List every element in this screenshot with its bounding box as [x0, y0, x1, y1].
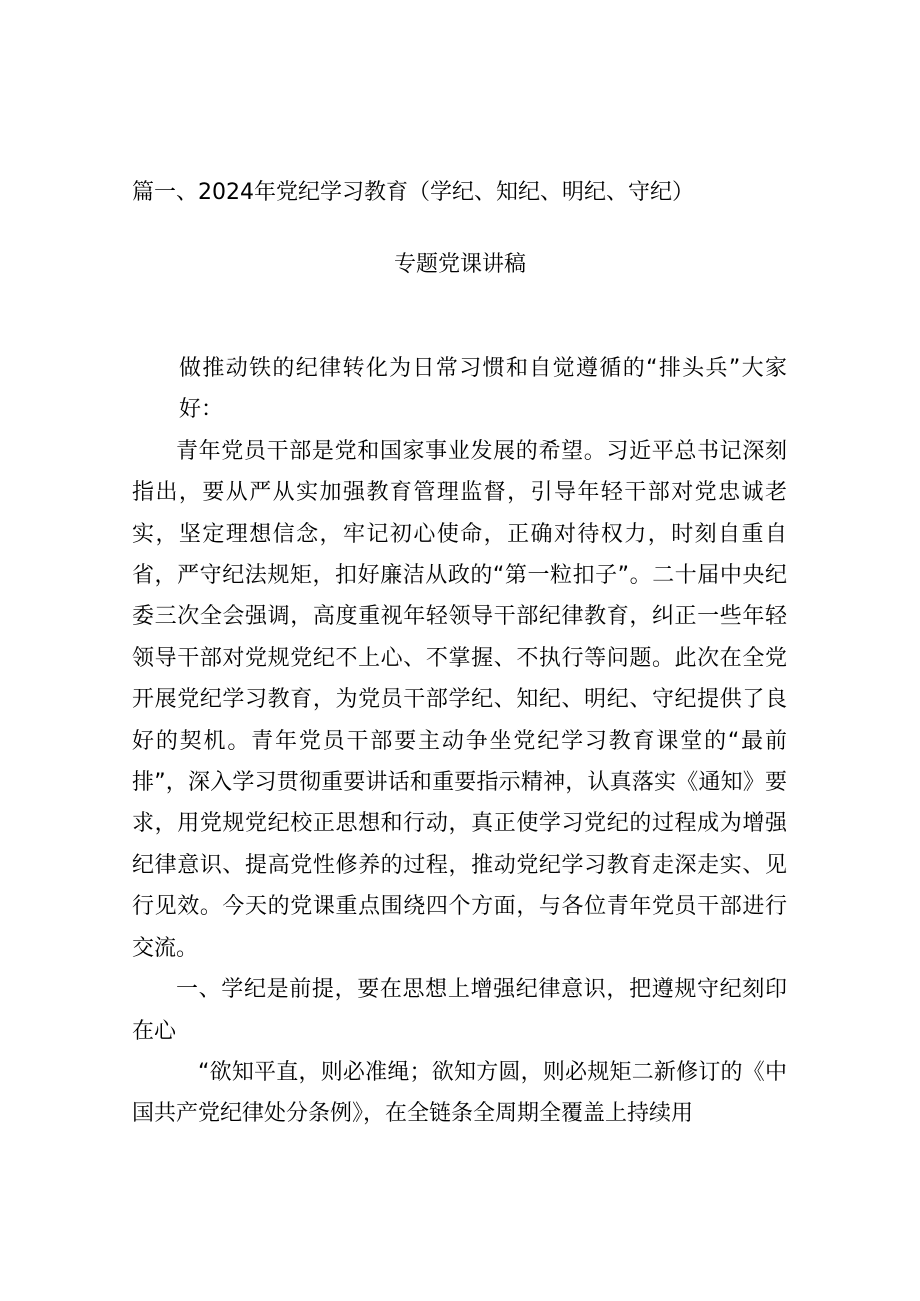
salutation-paragraph: 做推动铁的纪律转化为日常习惯和自觉遵循的“排头兵”大家好： [179, 356, 787, 423]
body-paragraph: “欲知平直，则必准绳；欲知方圆，则必规矩二新修订的《中国共产党纪律处分条例》，在全链条全周期全覆盖上持续用 [132, 1059, 787, 1127]
section-heading: 一、学纪是前提，要在思想上增强纪律意识，把遵规守纪刻印在心 [132, 977, 787, 1044]
document-body [132, 348, 787, 1135]
body-paragraph: 青年党员干部是党和国家事业发展的希望。习近平总书记深刻指出，要从严从实加强教育管理监督，引导年轻干部对党忠诚老实，坚定理想信念，牢记初心使命，正确对待权力，时刻自重自省，严守纪法规矩，扣好廉洁从政的“第一粒扣子”。二十届中央纪委三次全会强调，高度重视年轻领导干部纪律教育，纠正一些年轻领导干部对党规党纪不上心、不掌握、不执行等问题。此次在全党开展党纪学习教育，为党员干部学纪、知纪、明纪、守纪提供了良好的契机。青年党员干部要主动争坐党纪学习教育课堂的“最前排”，深入学习贯彻重要讲话和重要指示精神，认真落实《通知》要求，用党规党纪校正思想和行动，真正使学习党纪的过程成为增强纪律意识、提高党性修养的过程，推动党纪学习教育走深走实、见行见效。今天的党课重点围绕四个方面，与各位青年党员干部进行交流。 [132, 438, 787, 961]
document-title: 篇一、2024年党纪学习教育（学纪、知纪、明纪、守纪） [132, 180, 694, 205]
document-subtitle: 专题党课讲稿 [393, 252, 526, 277]
